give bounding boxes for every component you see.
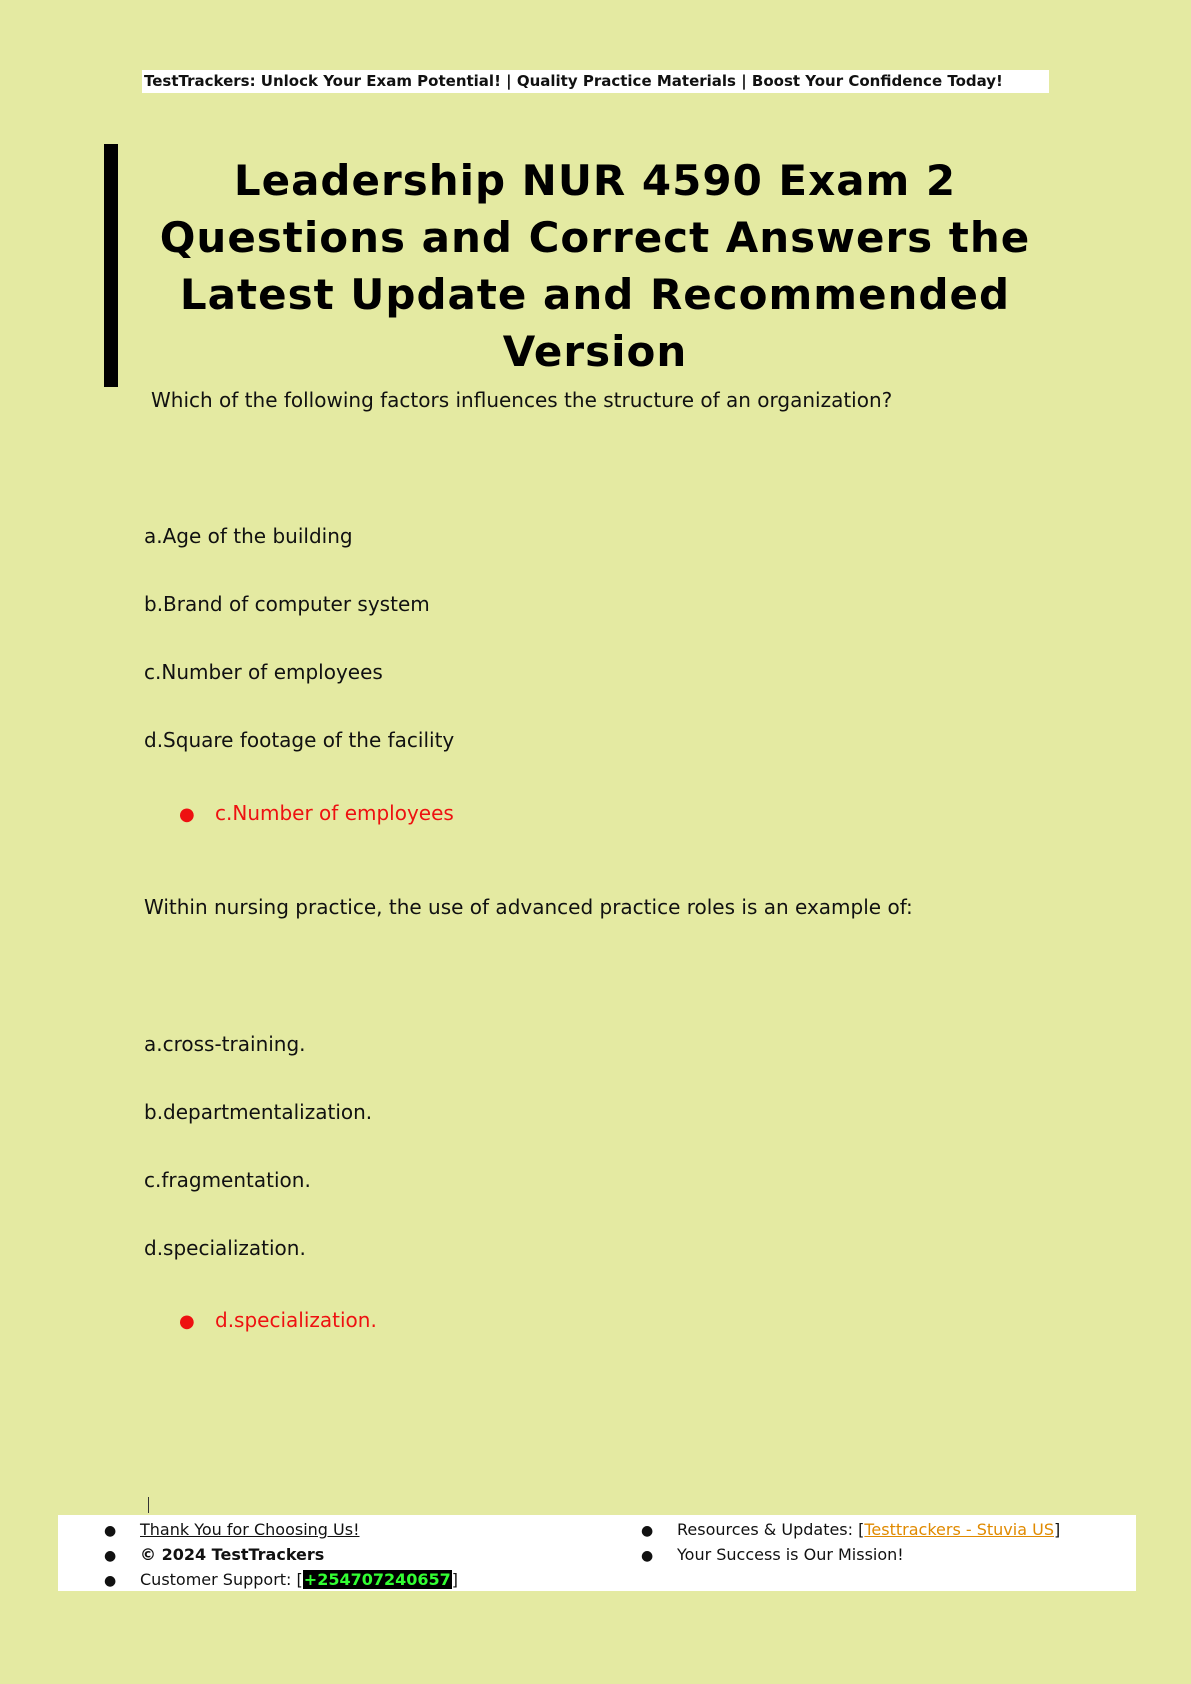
resources-link[interactable]: Testtrackers - Stuvia US [864,1520,1054,1539]
question-2-option-d: d.specialization. [144,1236,306,1260]
mission-text: Your Success is Our Mission! [677,1545,904,1564]
copyright-text: © 2024 TestTrackers [140,1545,325,1564]
question-1-option-c: c.Number of employees [144,660,383,684]
bullet-icon: ● [179,1311,195,1332]
footer-resources-item: ● Resources & Updates: [Testtrackers - Stuvia US] [641,1517,1060,1542]
support-label: Customer Support: [140,1570,297,1589]
question-1-answer [179,800,454,828]
question-2-option-b: b.departmentalization. [144,1100,373,1124]
footer-copyright-item [104,1542,458,1567]
question-2-answer [179,1307,377,1335]
bullet-icon: ● [641,1523,654,1539]
header-banner: TestTrackers: Unlock Your Exam Potential! | Quality Practice Materials | Boost Your Confidence Today! [142,70,1049,93]
question-1-prompt: Which of the following factors influences the structure of an organization? [151,388,893,412]
footer [58,1515,1136,1591]
bullet-icon: ● [641,1548,654,1564]
footer-mission-item [641,1542,1060,1567]
question-1-answer-text: c.Number of employees [215,801,454,825]
bullet-icon: ● [104,1573,117,1589]
text-cursor [148,1497,149,1513]
footer-left-column [104,1517,458,1592]
question-2-option-a: a.cross-training. [144,1032,306,1056]
question-2-option-c: c.fragmentation. [144,1168,311,1192]
bullet-icon: ● [104,1523,117,1539]
bullet-icon: ● [179,804,195,825]
question-2-answer-text: d.specialization. [215,1308,377,1332]
thanks-link[interactable]: Thank You for Choosing Us! [140,1520,360,1539]
question-1-option-a: a.Age of the building [144,524,353,548]
bullet-icon: ● [104,1548,117,1564]
footer-thanks-item [104,1517,458,1542]
resources-label: Resources & Updates: [677,1520,859,1539]
question-2-prompt: Within nursing practice, the use of advanced practice roles is an example of: [144,895,913,919]
document-title: Leadership NUR 4590 Exam 2 Questions and Correct Answers the Latest Update and Recommended Version [159,156,1031,376]
support-phone[interactable]: +254707240657 [303,1570,451,1589]
question-1-option-d: d.Square footage of the facility [144,728,455,752]
footer-support-item: ● Customer Support: [+254707240657] [104,1567,458,1592]
title-accent-bar [104,144,118,387]
footer-right-column [641,1517,1060,1567]
question-1-option-b: b.Brand of computer system [144,592,430,616]
